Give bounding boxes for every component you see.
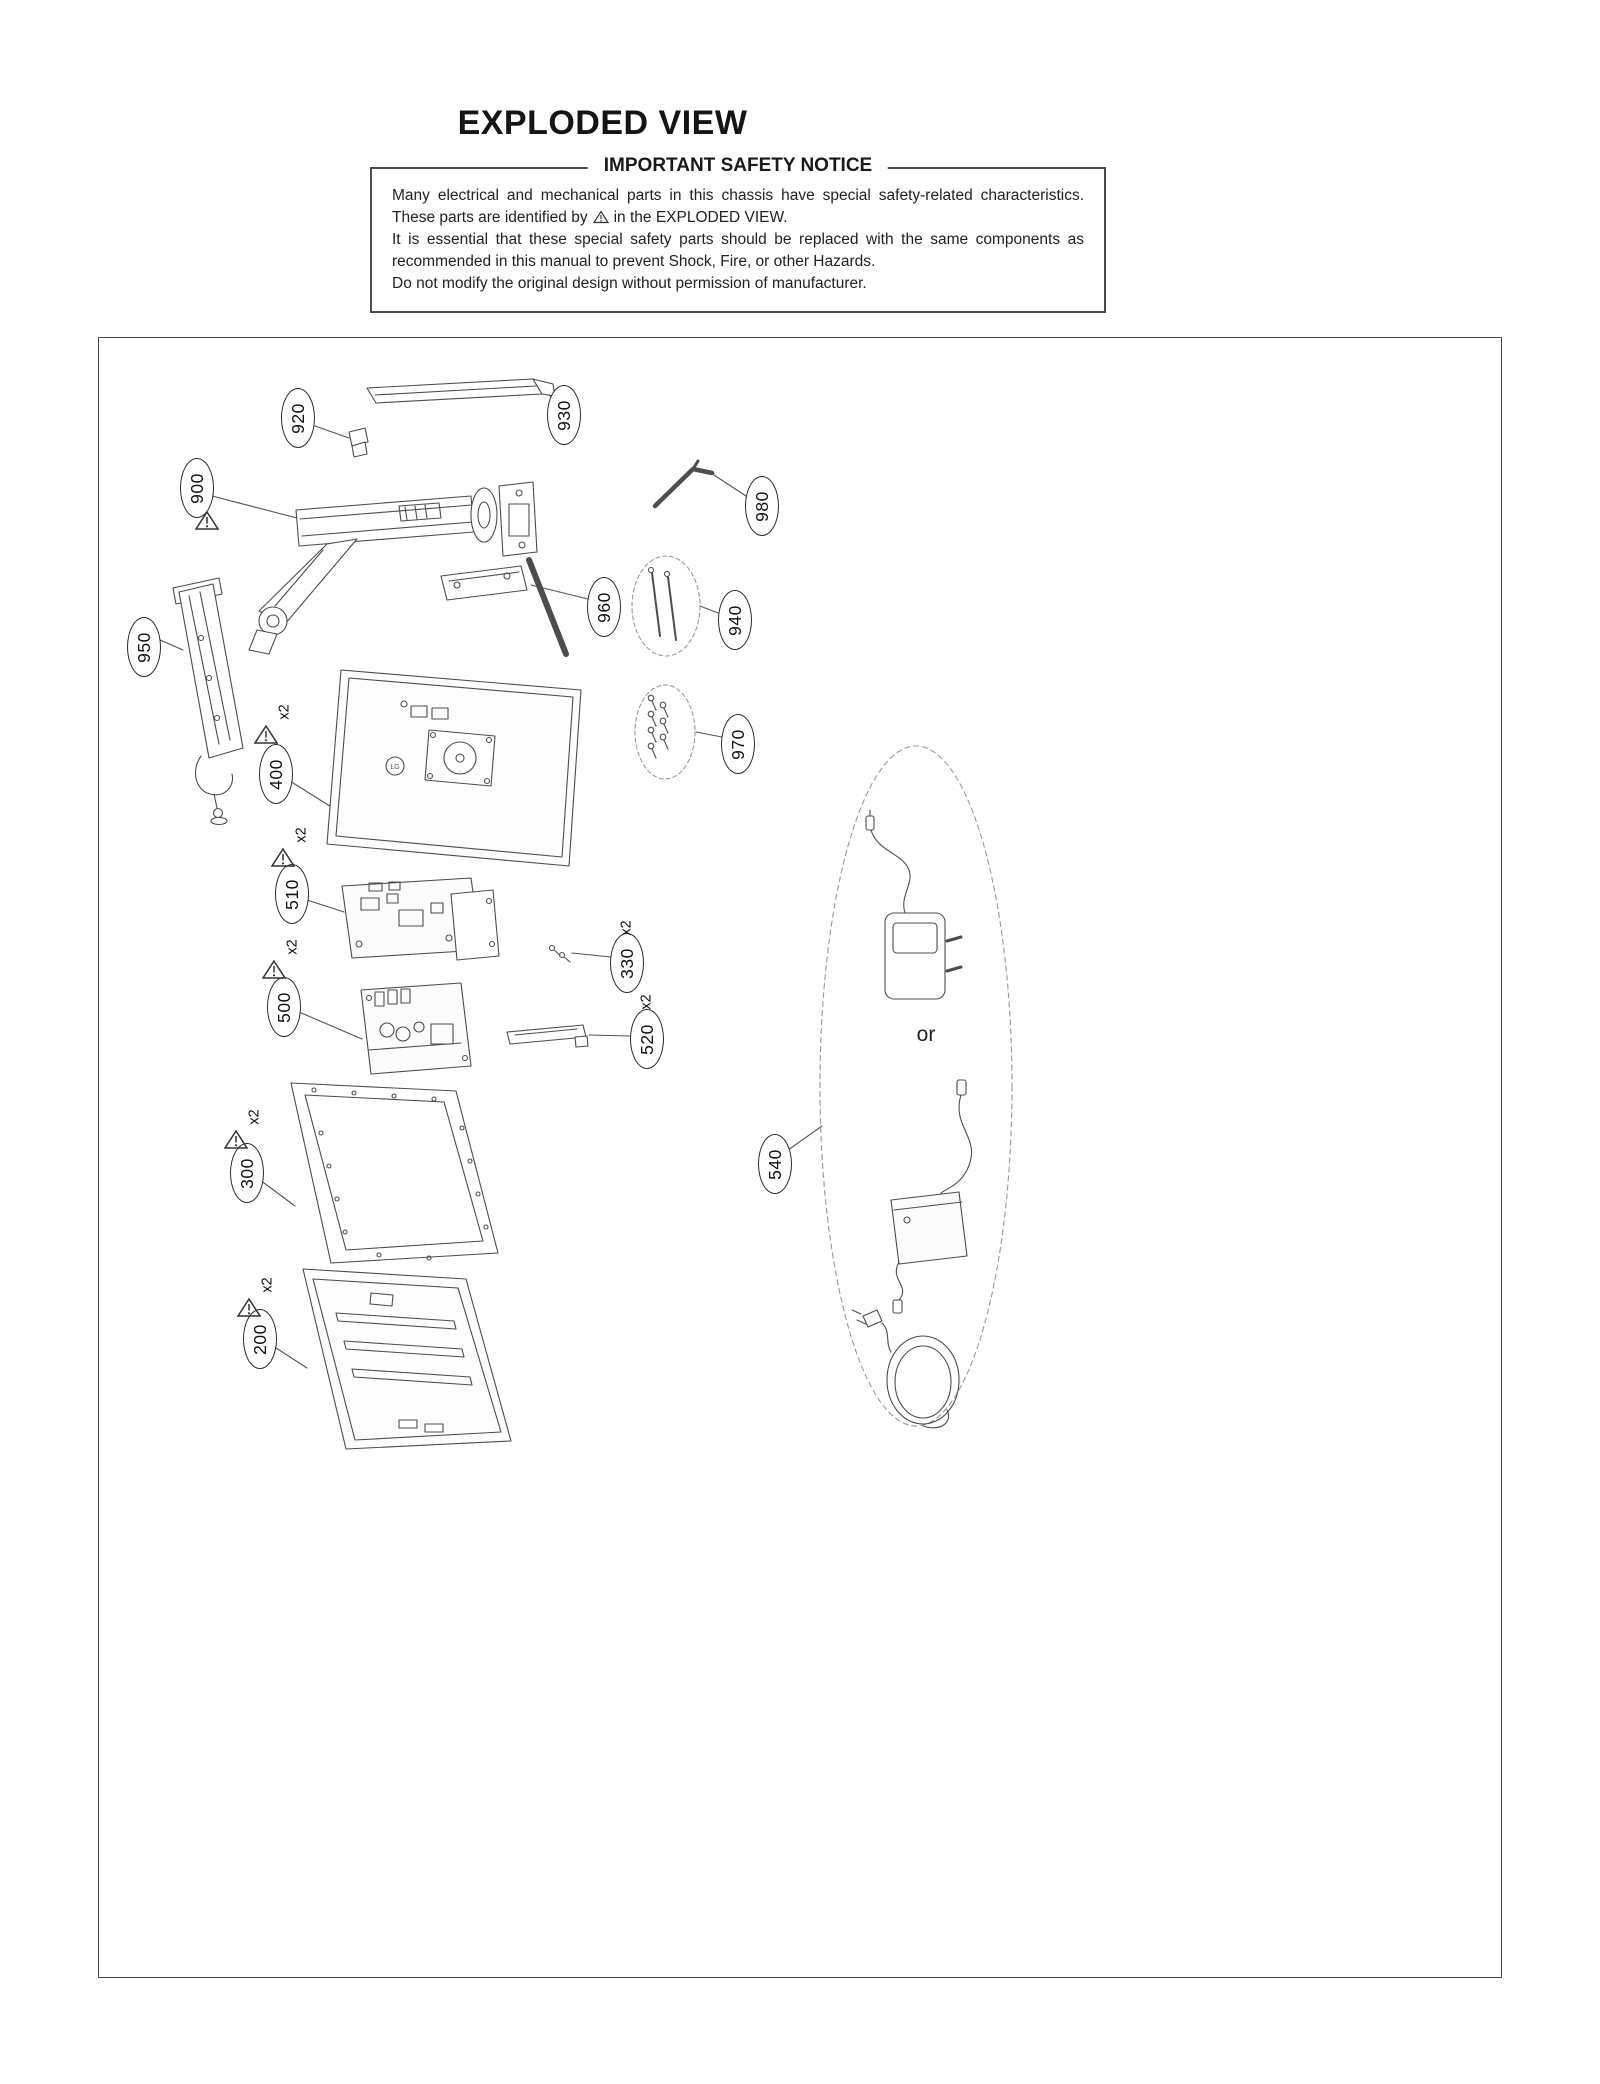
part-980-hex-key xyxy=(655,461,712,506)
callout-520 xyxy=(630,1009,664,1069)
qty-marker-400 xyxy=(254,701,292,747)
callout-510-label: 510 xyxy=(281,878,302,910)
callout-520-label: 520 xyxy=(636,1023,657,1055)
part-920-bracket xyxy=(349,428,368,457)
notice-paragraph-2: It is essential that these special safety parts should be replaced with the same components as recommended in this manual to prevent Shock, Fire, or other Hazards. xyxy=(392,231,1084,270)
warning-triangle-icon xyxy=(195,510,219,531)
qty-label-500: x2 xyxy=(284,939,301,955)
callout-980-label: 980 xyxy=(751,490,772,522)
part-500-power-board xyxy=(361,983,471,1074)
qty-label-300: x2 xyxy=(246,1109,263,1125)
warning-triangle-icon xyxy=(593,210,609,224)
warning-triangle-icon xyxy=(224,1129,248,1150)
or-label: or xyxy=(916,1023,936,1046)
part-970-screws xyxy=(635,685,695,779)
callout-300-label: 300 xyxy=(236,1157,257,1189)
part-930-top-cover xyxy=(367,379,555,403)
callout-940 xyxy=(718,590,752,650)
callout-920 xyxy=(281,388,315,448)
callout-960 xyxy=(587,577,621,637)
callout-920-label: 920 xyxy=(287,402,308,434)
exploded-view-diagram xyxy=(98,337,1502,1978)
qty-label-400: x2 xyxy=(276,704,293,720)
warning-triangle-icon xyxy=(237,1297,261,1318)
part-520-bracket-bar xyxy=(507,1025,588,1047)
notice-paragraph-3: Do not modify the original design without permission of manufacturer. xyxy=(392,275,867,292)
page-title: EXPLODED VIEW xyxy=(457,104,748,142)
safety-marker-900 xyxy=(195,510,219,536)
part-540-power-adapters xyxy=(820,746,1012,1428)
callout-950-label: 950 xyxy=(133,631,154,663)
part-510-main-board xyxy=(342,878,499,960)
part-960-mount-bracket xyxy=(441,560,566,654)
safety-notice-body xyxy=(372,169,1104,295)
callout-970 xyxy=(721,714,755,774)
callout-300 xyxy=(230,1143,264,1203)
callout-400-label: 400 xyxy=(265,758,286,790)
qty-label-330: x2 xyxy=(618,920,635,936)
qty-label-200: x2 xyxy=(259,1277,276,1293)
warning-triangle-icon xyxy=(271,847,295,868)
notice-paragraph-1 xyxy=(392,185,1084,229)
callout-510 xyxy=(275,864,309,924)
qty-marker-510 xyxy=(271,824,309,870)
qty-marker-200 xyxy=(237,1274,275,1320)
callout-970-label: 970 xyxy=(727,728,748,760)
safety-notice-box xyxy=(370,155,1106,313)
callout-500-label: 500 xyxy=(273,991,294,1023)
callout-980 xyxy=(745,476,779,536)
qty-label-510: x2 xyxy=(293,827,310,843)
callout-330 xyxy=(610,933,644,993)
callout-930 xyxy=(547,385,581,445)
callout-540-label: 540 xyxy=(764,1148,785,1180)
callout-940-label: 940 xyxy=(724,604,745,636)
part-200-panel xyxy=(303,1269,511,1449)
part-330-screws xyxy=(550,946,571,963)
callout-960-label: 960 xyxy=(593,591,614,623)
exploded-parts-artwork xyxy=(99,338,1503,1979)
part-300-middle-cabinet xyxy=(291,1083,498,1263)
callout-500 xyxy=(267,977,301,1037)
callout-950 xyxy=(127,617,161,677)
safety-notice-title: IMPORTANT SAFETY NOTICE xyxy=(588,155,888,177)
notice-p1-text-b: in the EXPLODED VIEW. xyxy=(613,209,788,226)
warning-triangle-icon xyxy=(262,959,286,980)
part-950-clamp-stand xyxy=(173,578,243,825)
callout-900-label: 900 xyxy=(186,472,207,504)
callout-400 xyxy=(259,744,293,804)
qty-label-520: x2 xyxy=(638,994,655,1010)
part-900-monitor-arm xyxy=(249,482,537,654)
notice-p1-text-a: Many electrical and mechanical parts in this chassis have special safety-related characteristics. These parts are identified by xyxy=(392,187,1084,226)
part-940-screws xyxy=(632,556,700,656)
callout-900 xyxy=(180,458,214,518)
part-400-back-cover xyxy=(327,670,581,866)
callout-540 xyxy=(758,1134,792,1194)
qty-marker-300 xyxy=(224,1106,262,1152)
warning-triangle-icon xyxy=(254,724,278,745)
callout-330-label: 330 xyxy=(616,947,637,979)
lg-logo-text: LG xyxy=(390,764,400,771)
qty-marker-500 xyxy=(262,936,300,982)
callout-930-label: 930 xyxy=(553,399,574,431)
callout-200-label: 200 xyxy=(249,1323,270,1355)
